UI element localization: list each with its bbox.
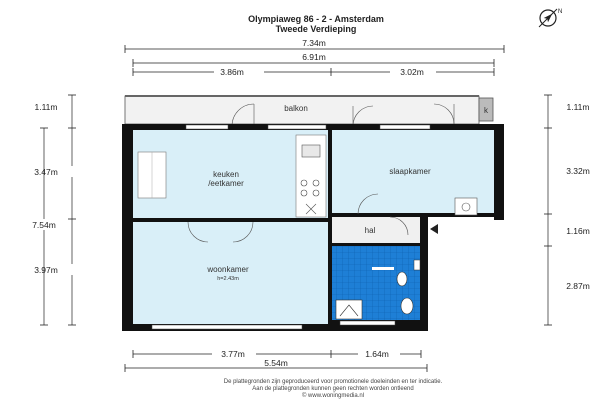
room-storage: k xyxy=(484,106,488,115)
wall-right-lower xyxy=(420,214,428,331)
dim-bottom-total: 5.54m xyxy=(264,358,288,368)
sink-icon xyxy=(302,145,320,157)
dim-left-lower: 3.97m xyxy=(34,265,58,275)
top-dimension-mid xyxy=(133,52,494,67)
room-living: woonkamer xyxy=(207,265,249,274)
wall-interior-vertical xyxy=(328,130,332,244)
hall-area xyxy=(331,217,420,243)
wall-left xyxy=(122,124,133,331)
dim-top-left: 3.86m xyxy=(220,67,244,77)
dim-bottom-right: 1.64m xyxy=(365,349,389,359)
room-living-height: h=2.43m xyxy=(217,276,239,282)
bottom-dimensions xyxy=(125,348,427,372)
address-title: Olympiaweg 86 - 2 - Amsterdam xyxy=(248,14,384,24)
washbasin-icon xyxy=(401,298,413,314)
room-kitchen-sub: /eetkamer xyxy=(208,179,244,188)
left-dimensions xyxy=(28,95,90,325)
dim-bottom-left: 3.77m xyxy=(221,349,245,359)
wall-kitchen-living xyxy=(133,218,328,222)
shower-tray-icon xyxy=(336,300,362,319)
top-dimension-split xyxy=(133,66,494,77)
dim-left-total: 7.54m xyxy=(32,220,56,230)
dim-right-lower: 2.87m xyxy=(566,281,590,291)
room-bedroom: slaapkamer xyxy=(389,167,431,176)
top-dimension-total xyxy=(125,38,504,53)
right-dimensions xyxy=(544,95,590,325)
dim-top-mid: 6.91m xyxy=(302,52,326,62)
disclaimer-line-2: Aan de plattegronden kunnen geen rechten worden ontleend xyxy=(252,386,414,392)
wall-right-upper xyxy=(494,124,504,220)
disclaimer-line-3: © www.woningmedia.nl xyxy=(301,393,365,399)
washing-machine-icon xyxy=(455,198,477,215)
dim-right-mid: 1.16m xyxy=(566,226,590,236)
towel-rail-icon xyxy=(372,267,394,270)
wall-bath-top xyxy=(331,243,420,246)
dim-left-balcony: 1.11m xyxy=(34,102,58,112)
disclaimer-line-1: De plattegronden zijn geproduceerd voor promotionele doeleinden en ter indicatie. xyxy=(223,379,443,385)
dim-left-upper: 3.47m xyxy=(34,167,58,177)
compass-icon xyxy=(539,9,562,27)
room-kitchen: keuken xyxy=(213,170,239,179)
dim-right-upper: 3.32m xyxy=(566,166,590,176)
entrance-arrow-icon xyxy=(430,224,438,234)
wall-bath-left xyxy=(328,244,332,324)
room-balcony: balkon xyxy=(284,104,308,113)
dim-right-balcony: 1.11m xyxy=(566,102,590,112)
toilet-icon xyxy=(397,272,407,286)
floor-subtitle: Tweede Verdieping xyxy=(275,24,357,34)
room-hall: hal xyxy=(364,226,376,235)
dim-top-right: 3.02m xyxy=(400,67,424,77)
dim-top-total: 7.34m xyxy=(302,38,326,48)
compass-label: N xyxy=(558,9,563,15)
